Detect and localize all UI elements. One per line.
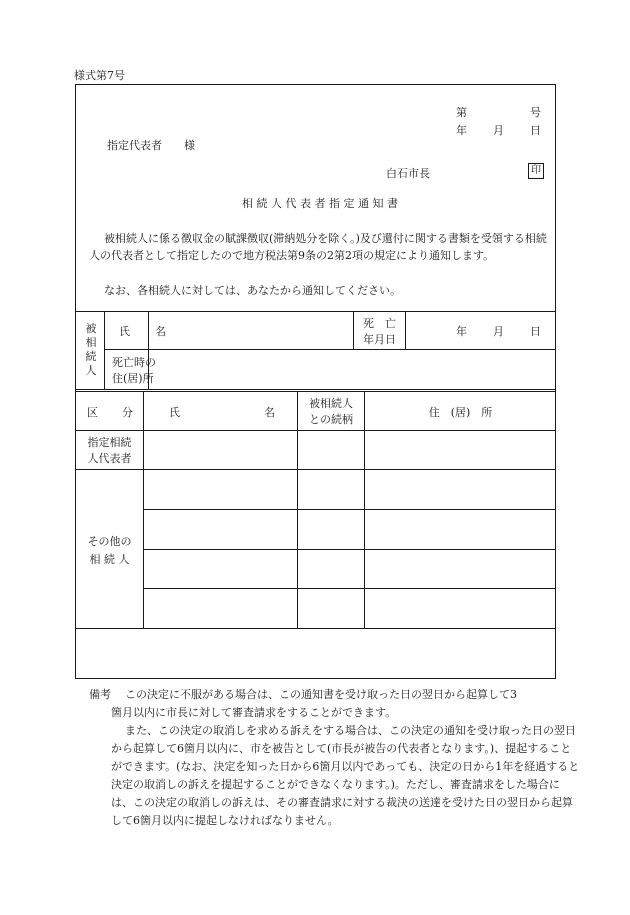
heirs-row-divider-1	[143, 509, 556, 510]
heirs-col-class-label-1: 区	[87, 406, 98, 419]
other-heirs-label-2: 相 続 人	[89, 553, 130, 566]
heirs-col-relation-label-1: 被相続人	[309, 397, 353, 410]
document-title: 相 続 人 代 表 者 指 定 通 知 書	[242, 197, 398, 210]
representative-label-2: 人代表者	[87, 452, 132, 465]
death-month-label: 月	[493, 325, 504, 338]
addressee: 指定代表者 様	[107, 139, 195, 152]
notes-paragraph-1-rest: 箇月以内に市長に対して審査請求をすることができます。	[111, 706, 397, 719]
issuer-name: 白石市長	[386, 167, 430, 180]
other-heirs-label-1: その他の	[87, 535, 132, 548]
decedent-row-divider	[104, 349, 556, 350]
number-suffix: 号	[530, 106, 541, 119]
decedent-side-divider	[104, 311, 105, 389]
body-paragraph-1: 被相続人に係る徴収金の賦課徴収(滞納処分を除く。)及び還付に関する書類を受領する相続人の代表者として指定したので地方税法第9条の2第2項の規定により通知します。	[89, 232, 547, 262]
death-address-label-1: 死亡時の	[112, 356, 156, 369]
notes-label: 備考	[89, 688, 111, 701]
death-address-label-2: 住(居)所	[112, 372, 154, 385]
heirs-header-divider	[75, 430, 556, 431]
death-date-label-1: 死 亡	[363, 317, 396, 330]
death-label-right-divider	[405, 311, 406, 349]
issue-day-label: 日	[530, 124, 541, 137]
body-paragraph-2: なお、各相続人に対しては、あなたから通知してください。	[104, 284, 401, 297]
death-date-label-2: 年月日	[363, 333, 396, 346]
death-year-label: 年	[456, 325, 467, 338]
decedent-bottom-border-double	[75, 391, 556, 392]
seal-stamp: 印	[528, 163, 544, 179]
form-number-label: 様式第7号	[74, 69, 125, 82]
decedent-name-label-2: 名	[155, 325, 166, 338]
heirs-col-address-label: 住 (居) 所	[428, 406, 493, 419]
number-prefix: 第	[456, 106, 467, 119]
heirs-row-divider-3	[143, 588, 556, 589]
decedent-side-label: 被相続人	[85, 322, 97, 377]
heirs-col-divider-1	[143, 391, 144, 628]
heirs-bottom-border	[75, 628, 556, 629]
death-day-label: 日	[530, 325, 541, 338]
heirs-col-relation-label-2: との続柄	[309, 413, 353, 426]
heirs-col-name-label-1: 氏	[169, 406, 180, 419]
heirs-col-divider-3	[364, 391, 365, 628]
heirs-col-class-label-2: 分	[122, 406, 133, 419]
notes-paragraph-1-line-1: この決定に不服がある場合は、この通知書を受け取った日の翌日から起算して3	[125, 688, 517, 701]
issue-year-label: 年	[456, 124, 467, 137]
issue-month-label: 月	[493, 124, 504, 137]
decedent-name-label-1: 氏	[119, 325, 130, 338]
decedent-bottom-border	[75, 389, 556, 390]
heirs-col-name-label-2: 名	[264, 406, 275, 419]
notes-paragraph-2: また、この決定の取消しを求める訴えをする場合は、この決定の通知を受け取った日の翌日から起算して6箇月以内に、市を被告として(市長が被告の代表者となります。)、提起することができます。(なお、決定を知った日から6箇月以内であっても、決定の日から1年を経過すると決定の取消しの訴えを提起することができなくなります。)。ただし、審査請求をした場合には、この決定の取消しの訴えは、その審査請求に対する裁決の送達を受けた日の翌日から起算して6箇月以内に提起しなければなりません。	[111, 724, 580, 827]
heirs-row-divider-2	[143, 549, 556, 550]
representative-label-1: 指定相続	[87, 436, 132, 449]
heirs-rep-divider	[75, 469, 556, 470]
